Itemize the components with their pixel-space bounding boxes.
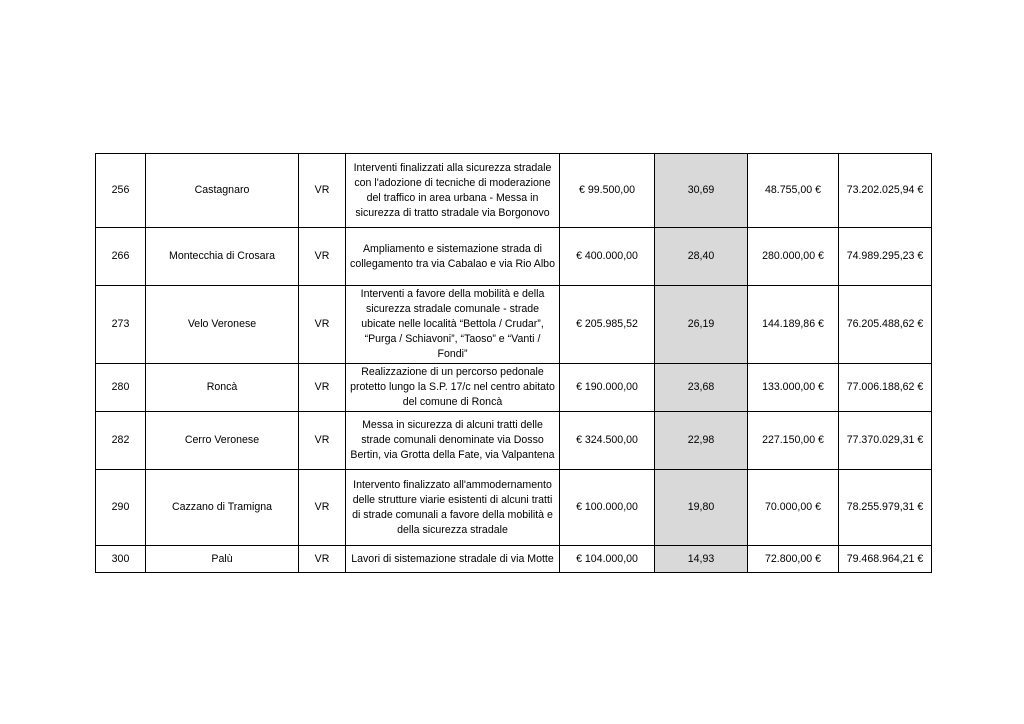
municipality-cell: Velo Veronese [146, 286, 299, 364]
cumulative-cell: 77.006.188,62 € [839, 364, 932, 412]
row-number: 273 [96, 286, 146, 364]
row-number: 282 [96, 412, 146, 470]
table-row [96, 286, 932, 364]
contribution-cell: 72.800,00 € [748, 546, 839, 573]
description-cell: Lavori di sistemazione stradale di via Motte [346, 546, 560, 573]
score-cell: 22,98 [655, 412, 748, 470]
description-cell: Realizzazione di un percorso pedonale protetto lungo la S.P. 17/c nel centro abitato del comune di Roncà [346, 364, 560, 412]
cumulative-cell: 78.255.979,31 € [839, 470, 932, 546]
amount-cell: € 99.500,00 [560, 154, 655, 228]
amount-cell: € 104.000,00 [560, 546, 655, 573]
province-cell: VR [299, 412, 346, 470]
cumulative-cell: 76.205.488,62 € [839, 286, 932, 364]
province-cell: VR [299, 470, 346, 546]
cumulative-cell: 73.202.025,94 € [839, 154, 932, 228]
municipality-cell: Cazzano di Tramigna [146, 470, 299, 546]
amount-cell: € 205.985,52 [560, 286, 655, 364]
score-cell: 26,19 [655, 286, 748, 364]
row-number: 290 [96, 470, 146, 546]
cumulative-cell: 79.468.964,21 € [839, 546, 932, 573]
score-cell: 19,80 [655, 470, 748, 546]
municipality-cell: Roncà [146, 364, 299, 412]
row-number: 300 [96, 546, 146, 573]
score-cell: 30,69 [655, 154, 748, 228]
description-cell: Ampliamento e sistemazione strada di collegamento tra via Cabalao e via Rio Albo [346, 228, 560, 286]
province-cell: VR [299, 286, 346, 364]
municipality-cell: Palù [146, 546, 299, 573]
description-cell: Interventi finalizzati alla sicurezza stradale con l'adozione di tecniche di moderazione del traffico in area urbana - Messa in sicurezza di tratto stradale via Borgonovo [346, 154, 560, 228]
municipality-cell: Montecchia di Crosara [146, 228, 299, 286]
municipality-cell: Castagnaro [146, 154, 299, 228]
contribution-cell: 70.000,00 € [748, 470, 839, 546]
amount-cell: € 100.000,00 [560, 470, 655, 546]
cumulative-cell: 74.989.295,23 € [839, 228, 932, 286]
contribution-cell: 227.150,00 € [748, 412, 839, 470]
description-cell: Messa in sicurezza di alcuni tratti delle strade comunali denominate via Dosso Bertin, via Grotta della Fate, via Valpantena [346, 412, 560, 470]
amount-cell: € 190.000,00 [560, 364, 655, 412]
contribution-cell: 48.755,00 € [748, 154, 839, 228]
description-cell: Interventi a favore della mobilità e della sicurezza stradale comunale - strade ubicate nelle località “Bettola / Crudar”, “Purga / Schiavoni”, “Taoso” e “Vanti / Fondi” [346, 286, 560, 364]
row-number: 280 [96, 364, 146, 412]
contribution-cell: 133.000,00 € [748, 364, 839, 412]
table-row [96, 546, 932, 573]
description-cell: Intervento finalizzato all'ammodernamento delle strutture viarie esistenti di alcuni tratti di strade comunali a favore della mobilità e della sicurezza stradale [346, 470, 560, 546]
table-row [96, 470, 932, 546]
score-cell: 28,40 [655, 228, 748, 286]
funding-ranking-table [95, 153, 932, 573]
table-row [96, 154, 932, 228]
score-cell: 14,93 [655, 546, 748, 573]
contribution-cell: 280.000,00 € [748, 228, 839, 286]
row-number: 256 [96, 154, 146, 228]
score-cell: 23,68 [655, 364, 748, 412]
province-cell: VR [299, 364, 346, 412]
table-row [96, 364, 932, 412]
province-cell: VR [299, 546, 346, 573]
cumulative-cell: 77.370.029,31 € [839, 412, 932, 470]
amount-cell: € 324.500,00 [560, 412, 655, 470]
contribution-cell: 144.189,86 € [748, 286, 839, 364]
row-number: 266 [96, 228, 146, 286]
table-row [96, 412, 932, 470]
municipality-cell: Cerro Veronese [146, 412, 299, 470]
amount-cell: € 400.000,00 [560, 228, 655, 286]
province-cell: VR [299, 228, 346, 286]
province-cell: VR [299, 154, 346, 228]
table-row [96, 228, 932, 286]
